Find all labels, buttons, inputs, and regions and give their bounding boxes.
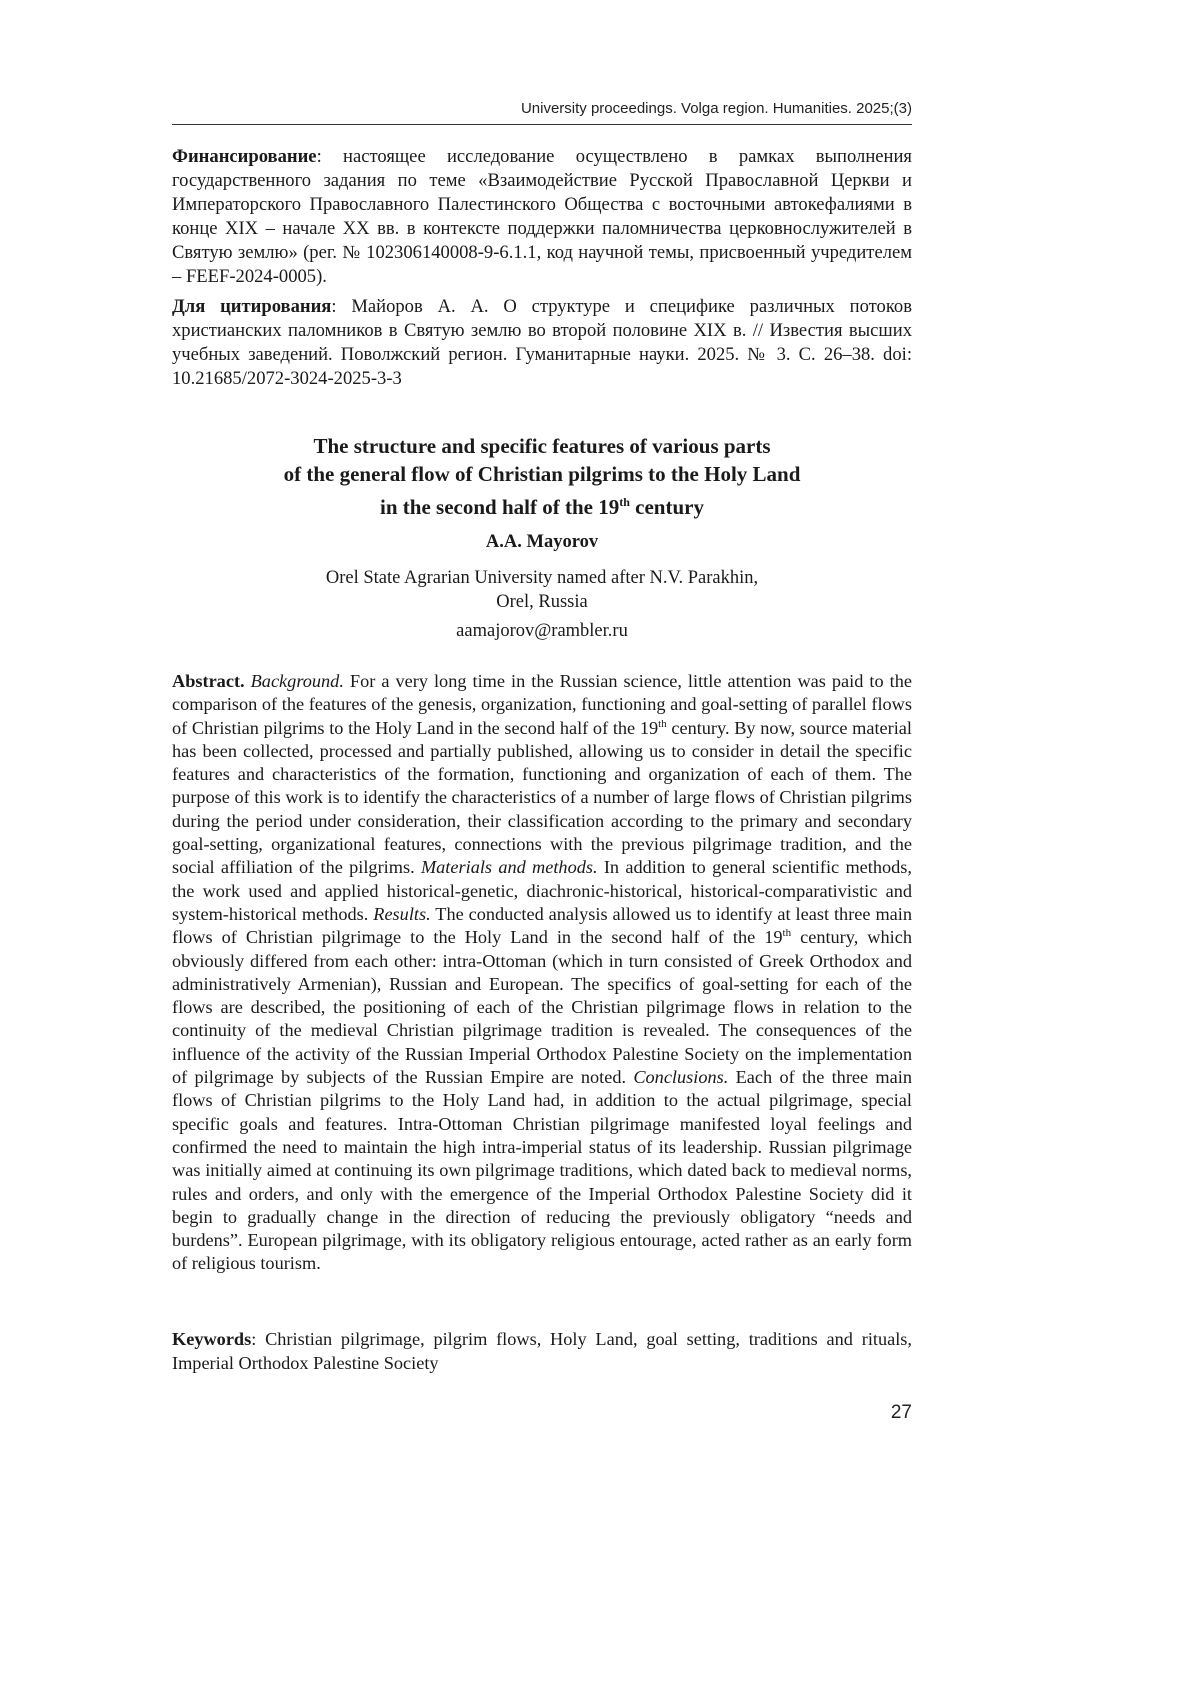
- funding-paragraph: [172, 145, 912, 289]
- abstract-superscript-1: th: [658, 717, 667, 730]
- journal-page: [172, 0, 912, 1697]
- affiliation-line-2: Orel, Russia: [496, 592, 588, 612]
- affiliation: [172, 566, 912, 614]
- citation-label: Для цитирования: [172, 296, 332, 317]
- abstract-text-2: century. By now, source material has been collected, processed and partially published, allowing us to consider in detail the specific features and characteristics of the formation, functioning and organization of each of them. The purpose of this work is to identify the characteristics of a number of large flows of Christian pilgrims during the period under consideration, their classification according to the primary and secondary goal-setting, organizational features, connections with the previous pilgrimage tradition, and the social affiliation of the pilgrims.: [172, 717, 912, 878]
- abstract-text-5: century, which obviously differed from each other: intra-Ottoman (which in turn consisted of Greek Orthodox and administratively Armenian), Russian and European. The specifics of goal-setting for each of the flows are described, the positioning of each of the Christian pilgrimage flows in relation to the continuity of the medieval Christian pilgrimage tradition is revealed. The consequences of the influence of the activity of the Russian Imperial Orthodox Palestine Society on the implementation of pilgrimage by subjects of the Russian Empire are noted.: [172, 927, 912, 1088]
- methods-label: Materials and methods.: [420, 857, 598, 878]
- affiliation-line-1: Orel State Agrarian University named after N.V. Parakhin,: [325, 568, 759, 588]
- background-label: Background.: [250, 671, 344, 691]
- abstract-label: Abstract.: [172, 671, 245, 691]
- abstract-paragraph: [172, 670, 912, 1276]
- keywords-text: : Christian pilgrimage, pilgrim flows, Holy Land, goal setting, traditions and rituals, Imperial Orthodox Palestine Society: [172, 1329, 912, 1373]
- abstract-text-6: Each of the three main flows of Christian pilgrims to the Holy Land had, in addition to the actual pilgrimage, special specific goals and features. Intra-Ottoman Christian pilgrimage manifested loyal feelings and confirmed the need to maintain the high intra-imperial status of its leadership. Russian pilgrimage was initially aimed at continuing its own pilgrimage traditions, which dated back to medieval norms, rules and orders, and only with the emergence of the Imperial Orthodox Palestine Society did it begin to gradually change in the direction of reducing the previously obligatory “needs and burdens”. European pilgrimage, with its obligatory religious entourage, acted rather as an early form of religious tourism.: [172, 1067, 912, 1274]
- abstract-superscript-2: th: [782, 927, 792, 940]
- running-head: University proceedings. Volga region. Humanities. 2025;(3): [520, 100, 912, 117]
- conclusions-label: Conclusions.: [633, 1067, 729, 1088]
- results-label: Results.: [373, 903, 431, 924]
- abstract-text-3: In addition to general scientific methods, the work used and applied historical-genetic, diachronic-historical, historical-comparativistic and system-historical methods.: [172, 857, 912, 924]
- title-line-3: [172, 488, 912, 521]
- keywords-label: Keywords: [172, 1329, 252, 1349]
- citation-paragraph: [172, 295, 912, 391]
- page-number: 27: [890, 1402, 912, 1423]
- funding-label: Финансирование: [172, 146, 317, 167]
- header-rule: [172, 124, 912, 125]
- title-line-3-end: century: [629, 495, 704, 519]
- title-line-1: The structure and specific features of various parts: [313, 434, 771, 458]
- funding-text: : настоящее исследование осуществлено в рамках выполнения государственного задания по теме «Взаимодействие Русской Православной Церкви и Императорского Православного Палестинского Общества с восточными автокефалиями в конце XIX – начале XX вв. в контексте поддержки паломничества церковнослужителей в Святую землю» (рег. № 102306140008-9-6.1.1, код научной темы, присвоенный учредителем – FEEF-2024-0005).: [172, 146, 912, 287]
- title-superscript: th: [619, 495, 630, 509]
- keywords-paragraph: [172, 1328, 912, 1375]
- abstract-text-4: The conducted analysis allowed us to identify at least three main flows of Christian pilgrimage to the Holy Land in the second half of the 19: [172, 903, 912, 948]
- title-line-3-text: in the second half of the 19: [380, 495, 620, 519]
- author-email[interactable]: aamajorov@rambler.ru: [456, 621, 628, 641]
- abstract-text-1: For a very long time in the Russian science, little attention was paid to the comparison of the features of the genesis, organization, functioning and goal-setting of parallel flows of Christian pilgrims to the Holy Land in the second half of the 19: [172, 671, 912, 738]
- title-line-2: of the general flow of Christian pilgrims to the Holy Land: [283, 462, 801, 486]
- article-title: [172, 432, 912, 521]
- citation-text: : Майоров А. А. О структуре и специфике различных потоков христианских паломников в Святую землю во второй половине XIX в. // Известия высших учебных заведений. Поволжский регион. Гуманитарные науки. 2025. № 3. С. 26–38. doi: 10.21685/2072-3024-2025-3-3: [172, 296, 912, 389]
- author-name: A.A. Mayorov: [485, 532, 599, 552]
